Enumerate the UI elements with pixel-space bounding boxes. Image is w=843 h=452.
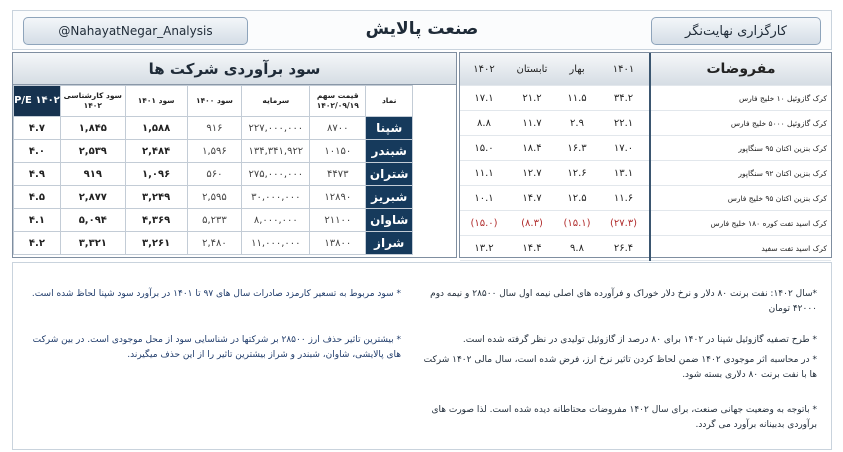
col-capital: سرمایه xyxy=(242,86,310,117)
cell-expert-profit: ۲,۸۷۷ xyxy=(60,186,125,209)
cell-y1401: ۱۳.۱ xyxy=(598,161,650,186)
company-row xyxy=(14,117,456,140)
cell-spring: (۱۵.۱) xyxy=(556,211,598,236)
companies-title: سود برآوردی شرکت ها xyxy=(13,53,456,85)
assumptions-title: مفروضات xyxy=(650,53,831,86)
cell-price: ۸۷۰۰ xyxy=(310,117,366,140)
cell-summer: (۸.۳) xyxy=(508,211,556,236)
cell-y1401: ۳۴.۲ xyxy=(598,86,650,111)
cell-price: ۴۴۷۳ xyxy=(310,163,366,186)
cell-expert-profit: ۲,۵۳۹ xyxy=(60,140,125,163)
assumption-label: کرک گازوئیل ۱۰ خلیج فارس xyxy=(650,86,831,111)
cell-y1401: (۲۷.۳) xyxy=(598,211,650,236)
assumptions-table xyxy=(460,53,831,261)
cell-symbol: شپنا xyxy=(366,117,413,140)
cell-symbol: شراز xyxy=(366,232,413,255)
cell-expert-profit: ۵,۰۹۴ xyxy=(60,209,125,232)
assumption-label: کرک بنزین اکتان ۹۲ سنگاپور xyxy=(650,161,831,186)
cell-pe: ۴.۱ xyxy=(14,209,61,232)
cell-pe: ۴.۹ xyxy=(14,163,61,186)
cell-spring: ۱۶.۳ xyxy=(556,136,598,161)
cell-profit-1401: ۳,۲۴۹ xyxy=(125,186,187,209)
cell-symbol: شتران xyxy=(366,163,413,186)
cell-y1402: ۱۳.۲ xyxy=(460,236,508,261)
assumptions-header-row xyxy=(460,53,831,86)
cell-capital: ۱۱,۰۰۰,۰۰۰ xyxy=(242,232,310,255)
assumptions-panel xyxy=(459,52,832,258)
assumption-label: کرک گازوئیل ۵۰۰۰ خلیج فارس xyxy=(650,111,831,136)
company-row xyxy=(14,186,456,209)
col-spring: بهار xyxy=(556,53,598,86)
cell-profit-1400: ۲,۵۹۵ xyxy=(187,186,242,209)
cell-profit-1401: ۴,۳۶۹ xyxy=(125,209,187,232)
company-row xyxy=(14,163,456,186)
cell-expert-profit: ۱,۸۴۵ xyxy=(60,117,125,140)
note-item: *سال ۱۴۰۲: نفت برنت ۸۰ دلار و نرخ دلار خوراک و فرآورده های اصلی نیمه اول سال ۲۸۵۰۰ و نیمه دوم ۴۲۰۰۰ تومان xyxy=(430,289,817,314)
cell-summer: ۲۱.۲ xyxy=(508,86,556,111)
cell-y1401: ۲۶.۴ xyxy=(598,236,650,261)
note-item: * طرح تصفیه گازوئیل شپنا در ۱۴۰۲ برای ۸۰ درصد از گازوئیل تولیدی در نظر گرفته شده است. xyxy=(462,335,817,345)
col-profit-1401: سود ۱۴۰۱ xyxy=(125,86,187,117)
cell-profit-1400: ۵۶۰ xyxy=(187,163,242,186)
col-1401: ۱۴۰۱ xyxy=(598,53,650,86)
cell-y1402: ۸.۸ xyxy=(460,111,508,136)
cell-spring: ۲.۹ xyxy=(556,111,598,136)
cell-expert-profit: ۹۱۹ xyxy=(60,163,125,186)
cell-y1401: ۱۷.۰ xyxy=(598,136,650,161)
assumption-label: کرک بنزین اکتان ۹۵ سنگاپور xyxy=(650,136,831,161)
company-row xyxy=(14,209,456,232)
cell-pe: ۴.۵ xyxy=(14,186,61,209)
cell-capital: ۸,۰۰۰,۰۰۰ xyxy=(242,209,310,232)
cell-y1402: ۱۷.۱ xyxy=(460,86,508,111)
assumption-row xyxy=(460,86,831,111)
notes-box xyxy=(12,262,832,450)
cell-profit-1400: ۲,۴۸۰ xyxy=(187,232,242,255)
cell-pe: ۴.۲ xyxy=(14,232,61,255)
cell-pe: ۴.۷ xyxy=(14,117,61,140)
cell-capital: ۱۳۴,۳۴۱,۹۲۲ xyxy=(242,140,310,163)
cell-profit-1401: ۱,۰۹۶ xyxy=(125,163,187,186)
cell-summer: ۱۴.۷ xyxy=(508,186,556,211)
cell-summer: ۱۲.۷ xyxy=(508,161,556,186)
cell-capital: ۳۰,۰۰۰,۰۰۰ xyxy=(242,186,310,209)
cell-price: ۱۰۱۵۰ xyxy=(310,140,366,163)
col-price: قیمت سهم ۱۴۰۲/۰۹/۱۹ xyxy=(310,86,366,117)
cell-profit-1401: ۱,۵۸۸ xyxy=(125,117,187,140)
assumption-row xyxy=(460,186,831,211)
assumption-label: کرک اسید تفت کوره ۱۸۰ خلیج فارس xyxy=(650,211,831,236)
col-pe: P/E ۱۴۰۲ xyxy=(14,86,61,117)
cell-profit-1400: ۱,۵۹۶ xyxy=(187,140,242,163)
cell-y1402: (۱۵.۰) xyxy=(460,211,508,236)
cell-y1401: ۲۲.۱ xyxy=(598,111,650,136)
cell-summer: ۱۴.۴ xyxy=(508,236,556,261)
companies-panel xyxy=(12,52,457,258)
cell-symbol: شبندر xyxy=(366,140,413,163)
cell-symbol: شبریز xyxy=(366,186,413,209)
assumption-row xyxy=(460,111,831,136)
cell-symbol: شاوان xyxy=(366,209,413,232)
cell-spring: ۹.۸ xyxy=(556,236,598,261)
header-bar xyxy=(12,10,832,50)
cell-profit-1401: ۲,۴۸۴ xyxy=(125,140,187,163)
cell-profit-1400: ۵,۲۳۳ xyxy=(187,209,242,232)
company-row xyxy=(14,140,456,163)
cell-expert-profit: ۳,۳۲۱ xyxy=(60,232,125,255)
cell-y1402: ۱۰.۱ xyxy=(460,186,508,211)
col-summer: تابستان xyxy=(508,53,556,86)
note-item: * در محاسبه اثر موجودی ۱۴۰۲ ضمن لحاظ کردن تاثیر نرخ ارز، فرض شده است، سال مالی ۱۴۰۲ شرکت ها با نفت برنت ۸۰ دلاری بسته شود. xyxy=(423,355,817,380)
cell-profit-1400: ۹۱۶ xyxy=(187,117,242,140)
assumption-label: کرک اسید تفت سفید xyxy=(650,236,831,261)
cell-price: ۱۳۸۰۰ xyxy=(310,232,366,255)
company-row xyxy=(14,232,456,255)
assumption-row xyxy=(460,136,831,161)
cell-capital: ۲۲۷,۰۰۰,۰۰۰ xyxy=(242,117,310,140)
col-1402: ۱۴۰۲ xyxy=(460,53,508,86)
telegram-channel-label: @NahayatNegar_Analysis xyxy=(23,17,248,45)
assumption-row xyxy=(460,211,831,236)
cell-spring: ۱۲.۵ xyxy=(556,186,598,211)
assumption-row xyxy=(460,161,831,186)
page-title: صنعت پالایش xyxy=(365,19,479,39)
cell-profit-1401: ۳,۲۶۱ xyxy=(125,232,187,255)
cell-price: ۲۱۱۰۰ xyxy=(310,209,366,232)
cell-y1402: ۱۵.۰ xyxy=(460,136,508,161)
col-profit-1400: سود ۱۴۰۰ xyxy=(187,86,242,117)
cell-capital: ۲۷۵,۰۰۰,۰۰۰ xyxy=(242,163,310,186)
companies-table xyxy=(13,85,456,255)
companies-header-row xyxy=(14,86,456,117)
col-symbol: نماد xyxy=(366,86,413,117)
cell-y1401: ۱۱.۶ xyxy=(598,186,650,211)
col-expert-profit: سود کارشناسی ۱۴۰۲ xyxy=(60,86,125,117)
note-item: * سود مربوط به تسعیر کارمزد صادرات سال های ۹۷ تا ۱۴۰۱ در برآورد سود شپنا لحاظ شده است. xyxy=(31,289,401,299)
cell-y1402: ۱۱.۱ xyxy=(460,161,508,186)
cell-spring: ۱۱.۵ xyxy=(556,86,598,111)
cell-summer: ۱۱.۷ xyxy=(508,111,556,136)
assumption-row xyxy=(460,236,831,261)
cell-pe: ۴.۰ xyxy=(14,140,61,163)
cell-spring: ۱۲.۶ xyxy=(556,161,598,186)
assumption-label: کرک بنزین اکتان ۹۵ خلیج فارس xyxy=(650,186,831,211)
broker-label: کارگزاری نهایت‌نگر xyxy=(651,17,821,45)
cell-price: ۱۲۸۹۰ xyxy=(310,186,366,209)
cell-summer: ۱۸.۴ xyxy=(508,136,556,161)
note-item: * بیشترین تاثیر حذف ارز ۲۸۵۰۰ بر شرکتها در شناسایی سود از محل موجودی است. در بین شرکت های پالایشی، شاوان، شبندر و شراز بیشترین تاثیر را از این حذف میگیرند. xyxy=(32,335,401,360)
note-item: * باتوجه به وضعیت جهانی صنعت، برای سال ۱۴۰۲ مفروضات محتاطانه دیده شده است. لذا صورت های برآوردی بدبینانه برآورد می گردد. xyxy=(431,405,817,430)
